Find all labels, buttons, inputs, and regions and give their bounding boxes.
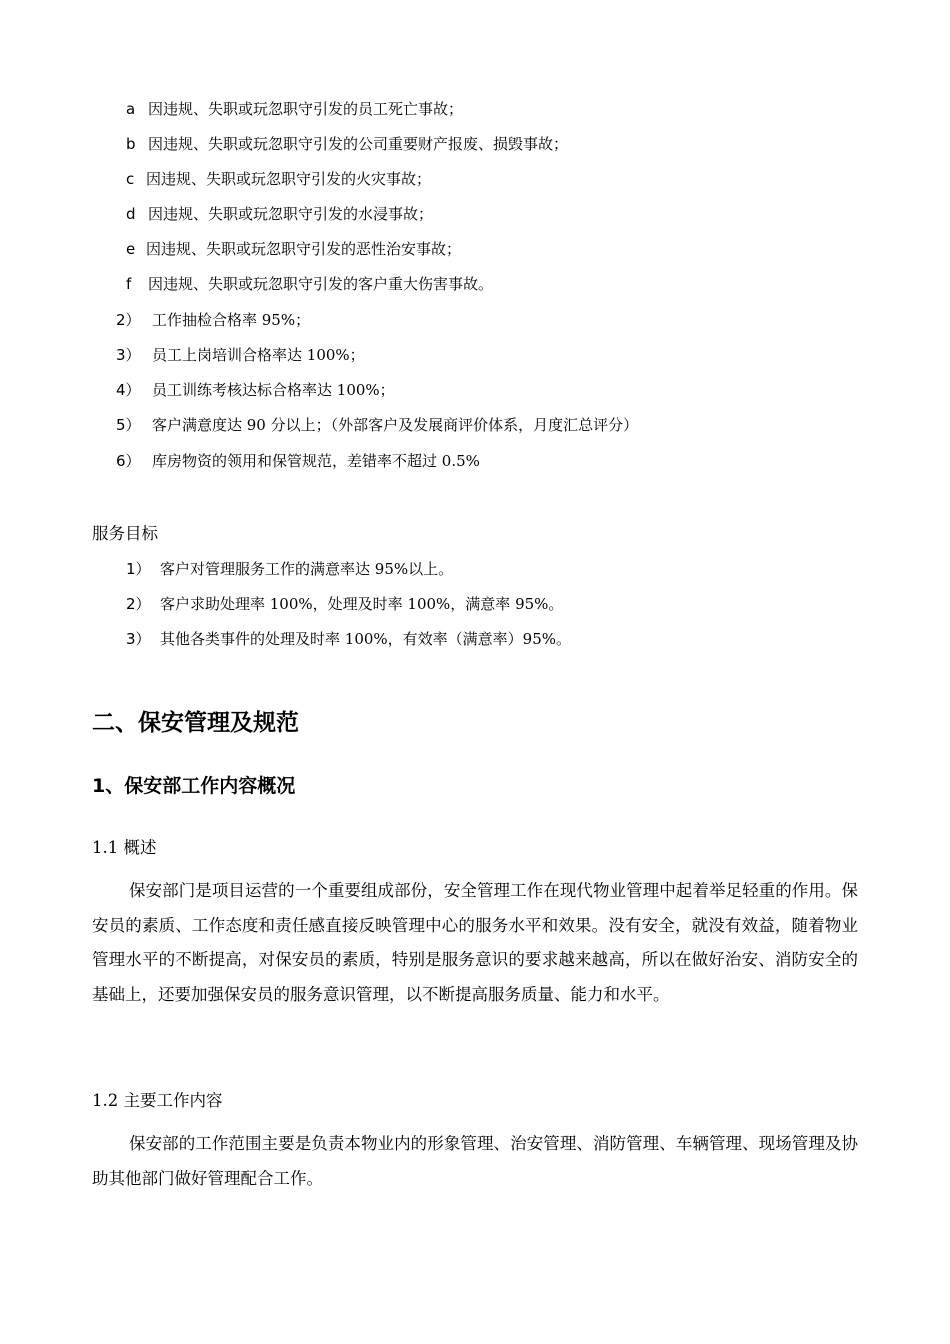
list-marker: 1） [126,560,151,578]
list-marker: 3） [126,630,151,648]
main-work-heading: 1.2 主要工作内容 [92,1091,223,1110]
list-marker: a [126,100,136,118]
service-goals-title: 服务目标 [92,524,158,543]
list-item: 因违规、失职或玩忽职守引发的水浸事故； [148,205,434,223]
list-item: 因违规、失职或玩忽职守引发的公司重要财产报废、损毁事故； [148,135,569,153]
list-marker: 2） [116,311,141,329]
list-marker: 2） [126,595,151,613]
list-marker: b [126,135,136,153]
list-item: 员工训练考核达标合格率达 100%； [152,381,395,399]
list-item: 客户对管理服务工作的满意率达 95%以上。 [160,560,454,578]
list-item: 因违规、失职或玩忽职守引发的恶性治安事故； [146,240,462,258]
list-marker: d [126,205,136,223]
list-item: 客户满意度达 90 分以上；（外部客户及发展商评价体系，月度汇总评分） [152,416,639,434]
overview-paragraph: 保安部门是项目运营的一个重要组成部份，安全管理工作在现代物业管理中起着举足轻重的作用。保安员的素质、工作态度和责任感直接反映管理中心的服务水平和效果。没有安全，就没有效益，随着物业管理水平的不断提高，对保安员的素质，特别是服务意识的要求越来越高，所以在做好治安、消防安全的基础上，还要加强保安员的服务意识管理，以不断提高服务质量、能力和水平。 [92,881,858,1004]
list-marker: e [126,240,136,258]
list-marker: 5） [116,416,141,434]
list-marker: c [126,170,135,188]
list-marker: 3） [116,346,141,364]
list-item: 因违规、失职或玩忽职守引发的客户重大伤害事故。 [148,275,494,293]
list-item: 工作抽检合格率 95%； [152,311,311,329]
subsection-title: 1、保安部工作内容概况 [92,775,296,797]
list-item: 库房物资的领用和保管规范，差错率不超过 0.5% [152,452,480,470]
section-title: 二、保安管理及规范 [92,710,299,736]
overview-heading: 1.1 概述 [92,838,157,857]
list-item: 客户求助处理率 100%，处理及时率 100%，满意率 95%。 [160,595,564,613]
list-item: 其他各类事件的处理及时率 100%，有效率（满意率）95%。 [160,630,571,648]
main-work-paragraph: 保安部的工作范围主要是负责本物业内的形象管理、治安管理、消防管理、车辆管理、现场管理及协助其他部门做好管理配合工作。 [92,1134,858,1188]
list-item: 员工上岗培训合格率达 100%； [152,346,365,364]
list-marker: f [126,275,132,293]
list-item: 因违规、失职或玩忽职守引发的员工死亡事故； [148,100,464,118]
list-item: 因违规、失职或玩忽职守引发的火灾事故； [146,170,432,188]
list-marker: 4） [116,381,141,399]
list-marker: 6） [116,452,141,470]
